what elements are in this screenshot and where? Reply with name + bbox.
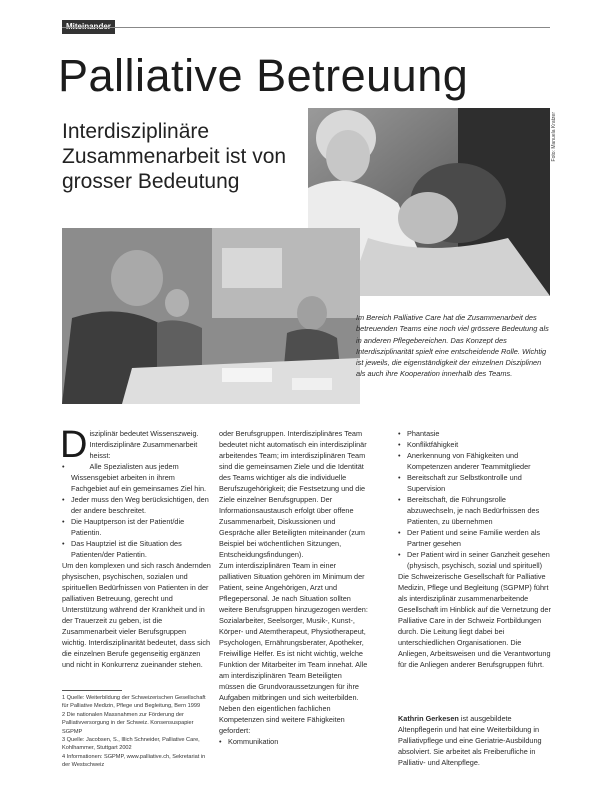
list-item: • Der Patient wird in seiner Ganzheit gesehen (physisch, psychisch, sozial und spirituell) xyxy=(407,549,552,571)
list-item: • Das Hauptziel ist die Situation des Patienten/der Patientin. xyxy=(71,538,211,560)
author-text: ist ausgebildete Altenpflegerin und hat eine Weiterbildung in Palliativpflege und eine Geriatrie-Ausbildung absolviert. Sie arbeitet als Freiberufliche in Palliativ- und Altenpflege. xyxy=(398,714,542,767)
list-item: • Bereitschaft zur Selbstkontrolle und Supervision xyxy=(407,472,552,494)
list-item: • Die Hauptperson ist der Patient/die Patientin. xyxy=(71,516,211,538)
body-paragraph: Die Schweizerische Gesellschaft für Palliative Medizin, Pflege und Begleitung (SGPMP) führt als interdisziplinär zusammenarbeitende Gesellschaft im Hinblick auf die Vernetzung der Palliative Care in der Schweiz Fortbildungen durch. Die Leitung liegt dabei bei unterschiedlichen Organisationen. Die Anliegen, Arbeitsweisen und die Verantwortung für die Anliegen anderer Berufsgruppen führt. xyxy=(398,572,551,669)
article-title: Palliative Betreuung xyxy=(58,50,469,101)
list-item: • Der Patient und seine Familie werden als Partner gesehen xyxy=(407,527,552,549)
footnote-rule xyxy=(62,690,122,691)
list-item: • Bereitschaft, die Führungsrolle abzuwechseln, je nach Bedürfnissen des Patienten, zu übernehmen xyxy=(407,494,552,527)
list-item: • Phantasie xyxy=(407,428,552,439)
header-rule xyxy=(62,27,550,28)
footnote: 4 Informationen: SGPMP, www.palliative.ch, Sekretariat in der Westschweiz xyxy=(62,753,206,769)
photo-team-meeting-image xyxy=(62,228,360,404)
author-name: Kathrin Gerkesen xyxy=(398,714,459,723)
article-column-1 xyxy=(60,424,211,670)
body-paragraph: oder Berufsgruppen. Interdisziplinäres Team bedeutet nicht automatisch ein interdisziplinär arbeitendes Team; im interdisziplinären Team sind die gemeinsamen Ziele und die Identität des Teams wichtiger als die individuelle Berufszugehörigkeit; die Festsetzung und die Ziele einzelner Berufsgruppen. Der Informationsaustausch erfolgt über offene Zusammenarbeit, Diskussionen und Gespräche aller Beteiligten miteinander (zum Beispiel bei wöchentlichen Sitzungen, Entscheidungsfindungen). xyxy=(219,429,367,559)
footnote: 2 Die nationalen Massnahmen zur Förderung der Palliativversorgung in der Schweiz. Konsensuspapier SGPMP xyxy=(62,711,194,735)
list-item: • Anerkennung von Fähigkeiten und Kompetenzen anderer Teammitglieder xyxy=(407,450,552,472)
article-column-3 xyxy=(398,428,552,670)
footnote: 1 Quelle: Weiterbildung der Schweizerischen Gesellschaft für Palliative Medizin, Pflege und Begleitung, Bern 1999 xyxy=(62,695,206,710)
article-subtitle: Interdisziplinäre Zusammenarbeit ist von grosser Bedeutung xyxy=(62,120,287,193)
footnote: 3 Quelle: Jacobsen, S., Illich Schneider, Palliative Care, Kohlhammer, Stuttgart 2002 xyxy=(62,737,200,752)
list-item: • Kommunikation xyxy=(228,736,369,747)
skills-list-continued xyxy=(398,428,552,571)
skills-list xyxy=(219,736,369,747)
author-bio xyxy=(398,713,552,768)
list-item: • Alle Spezialisten aus jedem Wissensgebiet arbeiten in ihrem Fachgebiet auf ein gemeinsames Ziel hin. xyxy=(71,461,211,494)
photo-credit: Foto: Manuela Kratzer xyxy=(551,112,557,162)
list-item: • Jeder muss den Weg berücksichtigen, den der andere beschreitet. xyxy=(71,494,211,516)
photo-caption: Im Bereich Palliative Care hat die Zusammenarbeit des betreuenden Teams eine noch viel grössere Bedeutung als in anderen Pflegebereichen. Das Konzept des Interdisziplinarität spielt eine entscheidende Rolle. Wichtig ist jeweils, die eigenständigkeit der einzelnen Disziplinen als auch ihre Kooperation innerhalb des Teams. xyxy=(356,313,549,379)
article-column-2 xyxy=(219,428,369,747)
drop-cap: D xyxy=(60,424,88,466)
body-paragraph: Zum interdisziplinären Team in einer palliativen Situation gehören im Minimum der Patient, seine Angehörigen, Arzt und Pflegepersonal. Je nach Situation sollten weitere Berufsgruppen hinzugezogen werden: Sozialarbeiter, Seelsorger, Musik-, Kunst-, Körper- und Atemtherapeut, Physiotherapeut, Psychologen, Ernährungsberater, Apotheker, Freiwillige Helfer. Es ist nicht wichtig, welche Funktion der Mitarbeiter im Team innehat. Alle am interdisziplinären Team Beteiligten müssen die Grundvoraussetzungen für ihre Aufgaben mitbringen und sich weiterbilden. Neben den eigentlichen fachlichen Kompetenzen sind weitere Fähigkeiten gefordert: xyxy=(219,561,368,735)
definition-list xyxy=(62,461,211,560)
photo-team-meeting xyxy=(62,228,360,404)
footnotes xyxy=(62,694,211,770)
body-paragraph: Um den komplexen und sich rasch ändernden physischen, psychischen, sozialen und spirituellen Bedürfnissen von Patienten in der palliativen Betreuung, gerecht und Unterstützung während der Krankheit und in der Trauerzeit zu geben, ist die Zusammenarbeit vieler Berufsgruppen wichtig. Interdisziplinarität bedeutet, dass sich die einzelnen Berufe gegenseitig ergänzen und nicht in Konkurrenz zueinander stehen. xyxy=(62,561,211,669)
list-item: • Konfliktfähigkeit xyxy=(407,439,552,450)
intro-paragraph: Disziplinär bedeutet Wissenszweig. Interdisziplinäre Zusammenarbeit heisst: xyxy=(60,424,199,466)
